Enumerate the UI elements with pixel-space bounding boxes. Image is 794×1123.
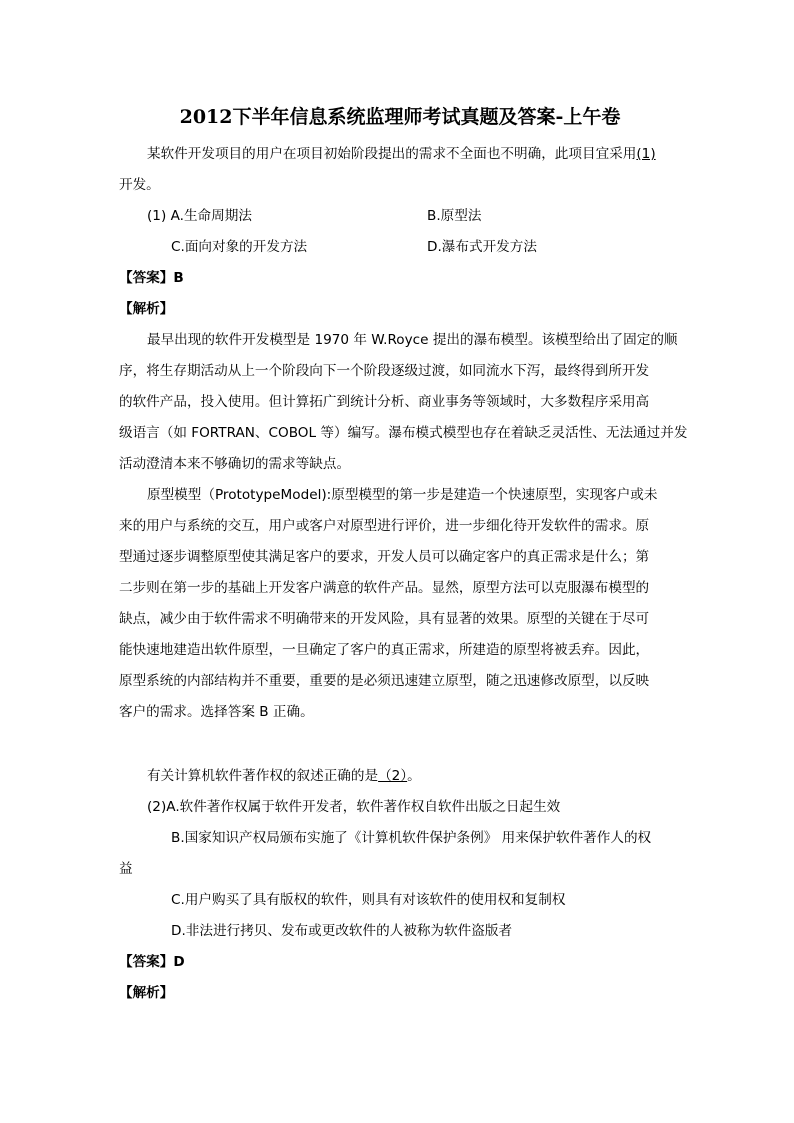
analysis-line: 原型系统的内部结构并不重要，重要的是必须迅速建立原型，随之迅速修改原型，以反映 <box>119 673 650 689</box>
q1-analysis-label: 【解析】 <box>119 301 174 317</box>
q2-option-c: C.用户购买了具有版权的软件，则具有对该软件的使用权和复制权 <box>171 892 566 908</box>
q2-option-d: D.非法进行拷贝、发布或更改软件的人被称为软件盗版者 <box>171 923 513 939</box>
q2-stem-end: 。 <box>407 768 421 784</box>
q1-stem <box>119 139 681 170</box>
q2-option-a: (2)A.软件著作权属于软件开发者，软件著作权自软件出版之日起生效 <box>147 799 561 815</box>
q1-option-d: D.瀑布式开发方法 <box>427 239 537 255</box>
q1-blank: (1) <box>636 146 656 162</box>
q1-option-c: C.面向对象的开发方法 <box>171 239 308 255</box>
analysis-line: 原型模型（PrototypeModel):原型模型的第一步是建造一个快速原型，实现客户或未 <box>147 487 658 503</box>
analysis-line: 来的用户与系统的交互，用户或客户对原型进行评价，进一步细化待开发软件的需求。原 <box>119 518 650 534</box>
answer-value: B <box>173 270 184 286</box>
q2-stem <box>119 761 681 792</box>
q2-option-b: B.国家知识产权局颁布实施了《计算机软件保护条例》 用来保护软件著作人的权 <box>171 830 652 846</box>
analysis-line: 能快速地建造出软件原型，一旦确定了客户的真正需求，所建造的原型将被丢弃。因此， <box>119 642 650 658</box>
q2-blank: （2） <box>378 768 408 784</box>
document-page <box>119 101 688 1009</box>
q1-stem-text: 某软件开发项目的用户在项目初始阶段提出的需求不全面也不明确，此项目宜采用 <box>147 146 637 162</box>
q1-option-b: B.原型法 <box>427 208 482 224</box>
q1-options-row1 <box>119 201 681 232</box>
q1-stem-cont: 开发。 <box>119 177 160 193</box>
q1-option-a: (1) A.生命周期法 <box>147 208 252 224</box>
analysis-line: 型通过逐步调整原型使其满足客户的要求，开发人员可以确定客户的真正需求是什么；第 <box>119 549 650 565</box>
spacer <box>119 728 681 761</box>
analysis-line: 序，将生存期活动从上一个阶段向下一个阶段逐级过渡，如同流水下泻，最终得到所开发 <box>119 363 650 379</box>
q2-analysis-label: 【解析】 <box>119 985 174 1001</box>
analysis-line: 的软件产品，投入使用。但计算拓广到统计分析、商业事务等领域时，大多数程序采用高 <box>119 394 650 410</box>
document-title: 2012下半年信息系统监理师考试真题及答案-上午卷 <box>179 106 621 128</box>
analysis-line: 缺点，减少由于软件需求不明确带来的开发风险，具有显著的效果。原型的关键在于尽可 <box>119 611 650 627</box>
q2-stem-text: 有关计算机软件著作权的叙述正确的是 <box>147 768 379 784</box>
q2-option-b-cont: 益 <box>119 861 133 877</box>
answer-label: 【答案】 <box>119 954 174 970</box>
q2-answer <box>119 947 681 978</box>
q1-options-row2 <box>119 232 681 263</box>
analysis-line: 二步则在第一步的基础上开发客户满意的软件产品。显然，原型方法可以克服瀑布模型的 <box>119 580 650 596</box>
analysis-line: 客户的需求。选择答案 B 正确。 <box>119 704 314 720</box>
answer-label: 【答案】 <box>119 270 174 286</box>
q1-answer <box>119 263 681 294</box>
answer-value: D <box>173 954 185 970</box>
analysis-line: 级语言（如 FORTRAN、COBOL 等）编写。瀑布模式模型也存在着缺乏灵活性、无法通过并发 <box>119 425 688 441</box>
analysis-line: 最早出现的软件开发模型是 1970 年 W.Royce 提出的瀑布模型。该模型给出了固定的顺 <box>147 332 678 348</box>
analysis-line: 活动澄清本来不够确切的需求等缺点。 <box>119 456 351 472</box>
